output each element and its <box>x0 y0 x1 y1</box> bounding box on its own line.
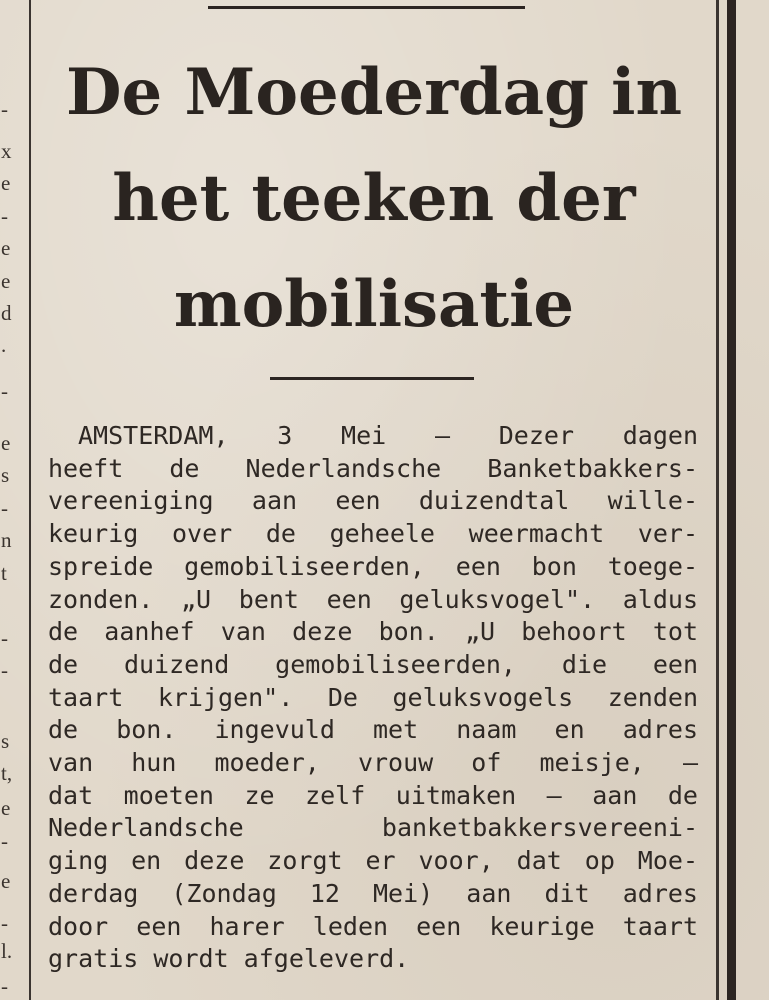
fragment: - <box>1 97 8 121</box>
adjacent-column-fragments <box>0 0 22 1000</box>
article-line: AMSTERDAM, 3 Mei — Dezer dagen <box>78 421 698 450</box>
fragment: - <box>1 911 8 935</box>
article-line: door een harer leden een keurige taart <box>48 911 698 941</box>
article-line: Nederlandsche banketbakkersvereeni- <box>48 813 698 843</box>
article-line: spreide gemobiliseerden, een bon toege- <box>48 551 698 581</box>
column-rule-left <box>29 0 31 1000</box>
article-line: heeft de Nederlandsche Banketbakkers- <box>48 453 698 483</box>
top-divider-rule <box>208 6 525 9</box>
fragment: - <box>1 658 8 682</box>
column-rule-right-heavy <box>727 0 736 1000</box>
article-line: dat moeten ze zelf uitmaken — aan de <box>48 780 698 810</box>
fragment: s <box>1 463 10 487</box>
fragment: l. <box>1 939 13 963</box>
article-line: van hun moeder, vrouw of meisje, — <box>48 748 698 778</box>
headline <box>32 40 716 358</box>
fragment: . <box>1 333 7 357</box>
fragment: e <box>1 236 11 260</box>
fragment: x <box>1 139 12 163</box>
fragment: n <box>1 528 12 552</box>
article-line: derdag (Zondag 12 Mei) aan dit adres <box>48 878 698 908</box>
article-line: de bon. ingevuld met naam en adres <box>48 715 698 745</box>
headline-divider-rule <box>270 377 474 380</box>
headline-line: mobilisatie <box>173 267 575 342</box>
article-line: de aanhef van deze bon. „U behoort tot <box>48 617 698 647</box>
article-line: de duizend gemobiliseerden, die een <box>48 649 698 679</box>
article-line: taart krijgen". De geluksvogels zenden <box>48 682 698 712</box>
fragment: - <box>1 626 8 650</box>
fragment: e <box>1 869 11 893</box>
fragment: e <box>1 269 11 293</box>
fragment: - <box>1 974 8 998</box>
article-line: ging en deze zorgt er voor, dat op Moe- <box>48 846 698 876</box>
fragment: - <box>1 496 8 520</box>
fragment: t, <box>1 761 13 785</box>
headline-line: De Moederdag in <box>65 55 683 130</box>
fragment: e <box>1 431 11 455</box>
fragment: s <box>1 729 10 753</box>
fragment: e <box>1 171 11 195</box>
article-line: keurig over de geheele weermacht ver- <box>48 519 698 549</box>
article-body <box>48 420 698 976</box>
article-line: zonden. „U bent een geluksvogel". aldus <box>48 584 698 614</box>
fragment: - <box>1 829 8 853</box>
column-rule-right <box>716 0 719 1000</box>
article-line: gratis wordt afgeleverd. <box>48 944 410 974</box>
fragment: - <box>1 379 8 403</box>
fragment: d <box>1 301 12 325</box>
fragment: - <box>1 204 8 228</box>
headline-line: het teeken der <box>112 161 636 236</box>
article-line: vereeniging aan een duizendtal wille- <box>48 486 698 516</box>
fragment: t <box>1 561 7 585</box>
fragment: e <box>1 796 11 820</box>
